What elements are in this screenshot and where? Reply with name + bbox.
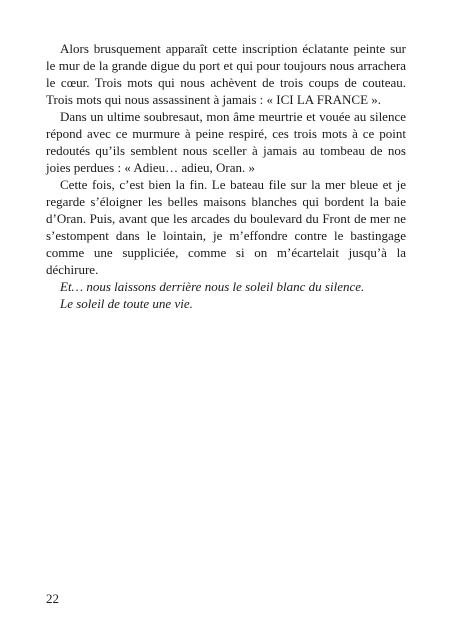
body-text: [46, 40, 406, 312]
italic-line-toute-une-vie: Le soleil de toute une vie.: [60, 296, 193, 311]
paragraph-inscription: Alors brusquement apparaît cette inscription éclatante peinte sur le mur de la grande digue du port et qui pour toujours nous arrachera le cœur. Trois mots qui nous achèvent de trois coups de couteau. Trois mots qui nous assassinent à jamais : « ICI LA FRANCE ».: [46, 41, 406, 107]
paragraph-soubresaut: Dans un ultime soubresaut, mon âme meurtrie et vouée au silence répond avec ce murmure à peine respiré, ces trois mots à ce point redoutés qu’ils semblent nous sceller à jamais au tombeau de nos joies perdues : « Adieu… adieu, Oran. »: [46, 109, 406, 175]
page-number: 22: [46, 591, 59, 606]
paragraph-fin: Cette fois, c’est bien la fin. Le bateau file sur la mer bleue et je regarde s’éloigner les belles maisons blanches qui bordent la baie d’Oran. Puis, avant que les arcades du boulevard du Front de mer ne s’estompent dans le lointain, je m’effondre contre le bastingage comme une suppliciée, comme si on m’écartelait jusqu’à la déchirure.: [46, 177, 406, 277]
italic-line-soleil-blanc: Et… nous laissons derrière nous le soleil blanc du silence.: [60, 279, 365, 294]
